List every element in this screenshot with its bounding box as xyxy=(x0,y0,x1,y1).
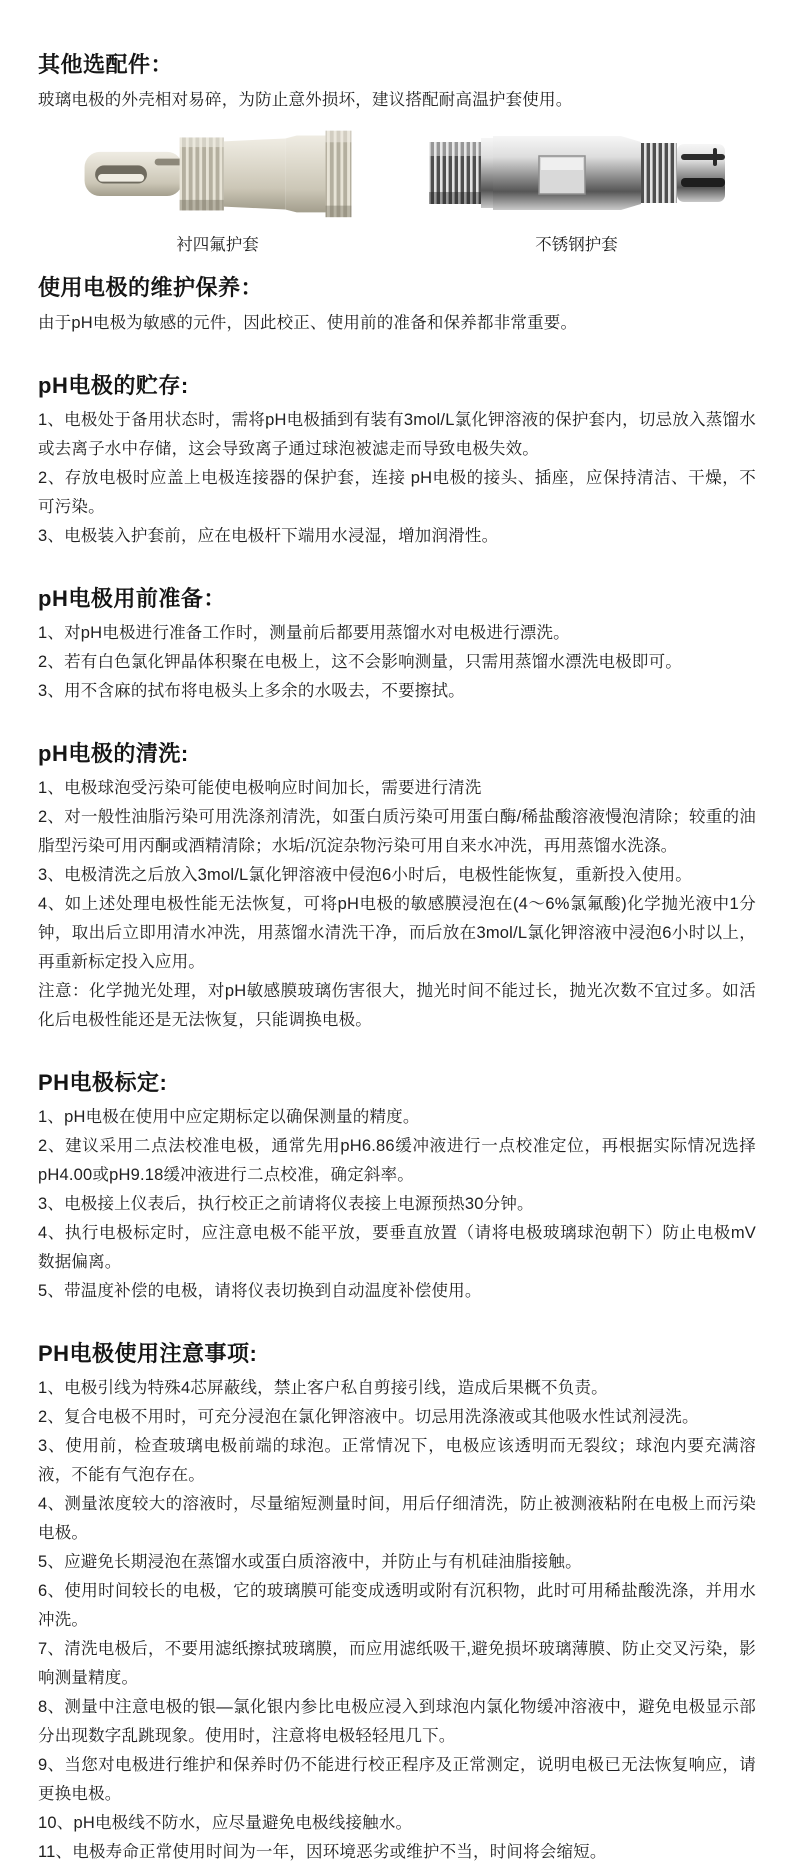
accessory-figures xyxy=(38,125,756,255)
list-item: 2、存放电极时应盖上电极连接器的保护套，连接 pH电极的接头、插座，应保持清洁、干燥，不可污染。 xyxy=(38,469,756,516)
stainless-sheath-image xyxy=(427,130,727,216)
list-item: 3、电极清洗之后放入3mol/L氯化钾溶液中侵泡6小时后，电极性能恢复，重新投入使用。 xyxy=(38,866,692,884)
section-storage xyxy=(38,371,756,551)
list-item: 8、测量中注意电极的银—氯化银内参比电极应浸入到球泡内氯化物缓冲溶液中，避免电极显示部分出现数字乱跳现象。使用时，注意将电极轻轻甩几下。 xyxy=(38,1698,756,1745)
list-item: 2、若有白色氯化钾晶体积聚在电极上，这不会影响测量，只需用蒸馏水漂洗电极即可。 xyxy=(38,653,682,671)
cleaning-note: 注意：化学抛光处理，对pH敏感膜玻璃伤害很大，抛光时间不能过长，抛光次数不宜过多。如活化后电极性能还是无法恢复，只能调换电极。 xyxy=(38,982,756,1029)
list-item: 4、如上述处理电极性能无法恢复，可将pH电极的敏感膜浸泡在(4～6%氯氟酸)化学抛光液中1分钟，取出后立即用清水冲洗，用蒸馏水清洗干净，而后放在3mol/L氯化钾溶液中浸泡6小时以上，再重新标定投入应用。 xyxy=(38,895,756,971)
section-preparation xyxy=(38,584,756,706)
cleaning-items xyxy=(38,774,756,1035)
figure-ptfe-sheath xyxy=(38,125,397,255)
list-item: 3、使用前，检查玻璃电极前端的球泡。正常情况下，电极应该透明而无裂纹；球泡内要充满溶液，不能有气泡存在。 xyxy=(38,1437,756,1484)
section-title-maintenance: 使用电极的维护保养： xyxy=(38,275,264,300)
list-item: 3、用不含麻的拭布将电极头上多余的水吸去，不要擦拭。 xyxy=(38,682,465,700)
calibration-items xyxy=(38,1103,756,1306)
list-item: 3、电极接上仪表后，执行校正之前请将仪表接上电源预热30分钟。 xyxy=(38,1195,534,1213)
list-item: 7、清洗电极后，不要用滤纸擦拭玻璃膜，而应用滤纸吸干,避免损坏玻璃薄膜、防止交叉污染，影响测量精度。 xyxy=(38,1640,756,1687)
list-item: 2、复合电极不用时，可充分浸泡在氯化钾溶液中。切忌用洗涤液或其他吸水性试剂浸洗。 xyxy=(38,1408,699,1426)
list-item: 6、使用时间较长的电极，它的玻璃膜可能变成透明或附有沉积物，此时可用稀盐酸洗涤，并用水冲洗。 xyxy=(38,1582,756,1629)
precaution-items xyxy=(38,1374,756,1867)
section-title-calibration: PH电极标定: xyxy=(38,1070,168,1095)
section-title-accessories: 其他选配件： xyxy=(38,52,174,77)
list-item: 1、对pH电极进行准备工作时，测量前后都要用蒸馏水对电极进行漂洗。 xyxy=(38,624,570,642)
list-item: 1、电极引线为特殊4芯屏蔽线，禁止客户私自剪接引线，造成后果概不负责。 xyxy=(38,1379,608,1397)
accessories-intro: 玻璃电极的外壳相对易碎，为防止意外损坏，建议搭配耐高温护套使用。 xyxy=(38,91,573,109)
section-precautions xyxy=(38,1339,756,1867)
section-title-storage: pH电极的贮存: xyxy=(38,373,189,398)
list-item: 4、测量浓度较大的溶液时，尽量缩短测量时间，用后仔细清洗，防止被测液粘附在电极上而污染电极。 xyxy=(38,1495,756,1542)
ptfe-sheath-image xyxy=(78,125,358,221)
section-accessories xyxy=(38,50,756,255)
section-title-precautions: PH电极使用注意事项: xyxy=(38,1341,258,1366)
caption-ptfe-sheath: 衬四氟护套 xyxy=(176,236,259,254)
list-item: 10、pH电极线不防水，应尽量避免电极线接触水。 xyxy=(38,1814,413,1832)
section-calibration xyxy=(38,1068,756,1306)
ptfe-sheath-photo xyxy=(78,125,358,221)
list-item: 9、当您对电极进行维护和保养时仍不能进行校正程序及正常测定，说明电极已无法恢复响应，请更换电极。 xyxy=(38,1756,756,1803)
maintenance-intro: 由于pH电极为敏感的元件，因此校正、使用前的准备和保养都非常重要。 xyxy=(38,314,578,332)
preparation-items xyxy=(38,619,756,706)
list-item: 1、pH电极在使用中应定期标定以确保测量的精度。 xyxy=(38,1108,420,1126)
caption-stainless-sheath: 不锈钢护套 xyxy=(535,236,618,254)
figure-stainless-sheath xyxy=(397,125,756,255)
list-item: 1、电极处于备用状态时，需将pH电极插到有装有3mol/L氯化钾溶液的保护套内，切忌放入蒸馏水或去离子水中存储，这会导致离子通过球泡被滤走而导致电极失效。 xyxy=(38,411,756,458)
list-item: 11、电极寿命正常使用时间为一年，因环境恶劣或维护不当，时间将会缩短。 xyxy=(38,1843,607,1861)
list-item: 3、电极装入护套前，应在电极杆下端用水浸湿，增加润滑性。 xyxy=(38,527,499,545)
stainless-sheath-photo xyxy=(427,125,727,221)
list-item: 4、执行电极标定时，应注意电极不能平放，要垂直放置（请将电极玻璃球泡朝下）防止电极mV数据偏离。 xyxy=(38,1224,756,1271)
list-item: 1、电极球泡受污染可能使电极响应时间加长，需要进行清洗 xyxy=(38,779,482,797)
list-item: 5、应避免长期浸泡在蒸馏水或蛋白质溶液中，并防止与有机硅油脂接触。 xyxy=(38,1553,582,1571)
list-item: 2、建议采用二点法校准电极，通常先用pH6.86缓冲液进行一点校准定位，再根据实际情况选择pH4.00或pH9.18缓冲液进行二点校准，确定斜率。 xyxy=(38,1137,756,1184)
section-maintenance xyxy=(38,273,756,338)
storage-items xyxy=(38,406,756,551)
section-title-cleaning: pH电极的清洗: xyxy=(38,741,189,766)
list-item: 5、带温度补偿的电极，请将仪表切换到自动温度补偿使用。 xyxy=(38,1282,482,1300)
list-item: 2、对一般性油脂污染可用洗涤剂清洗，如蛋白质污染可用蛋白酶/稀盐酸溶液慢泡清除；较重的油脂型污染可用丙酮或酒精清除；水垢/沉淀杂物污染可用自来水冲洗，再用蒸馏水洗涤。 xyxy=(38,808,756,855)
section-title-preparation: pH电极用前准备： xyxy=(38,586,226,611)
section-cleaning xyxy=(38,739,756,1035)
